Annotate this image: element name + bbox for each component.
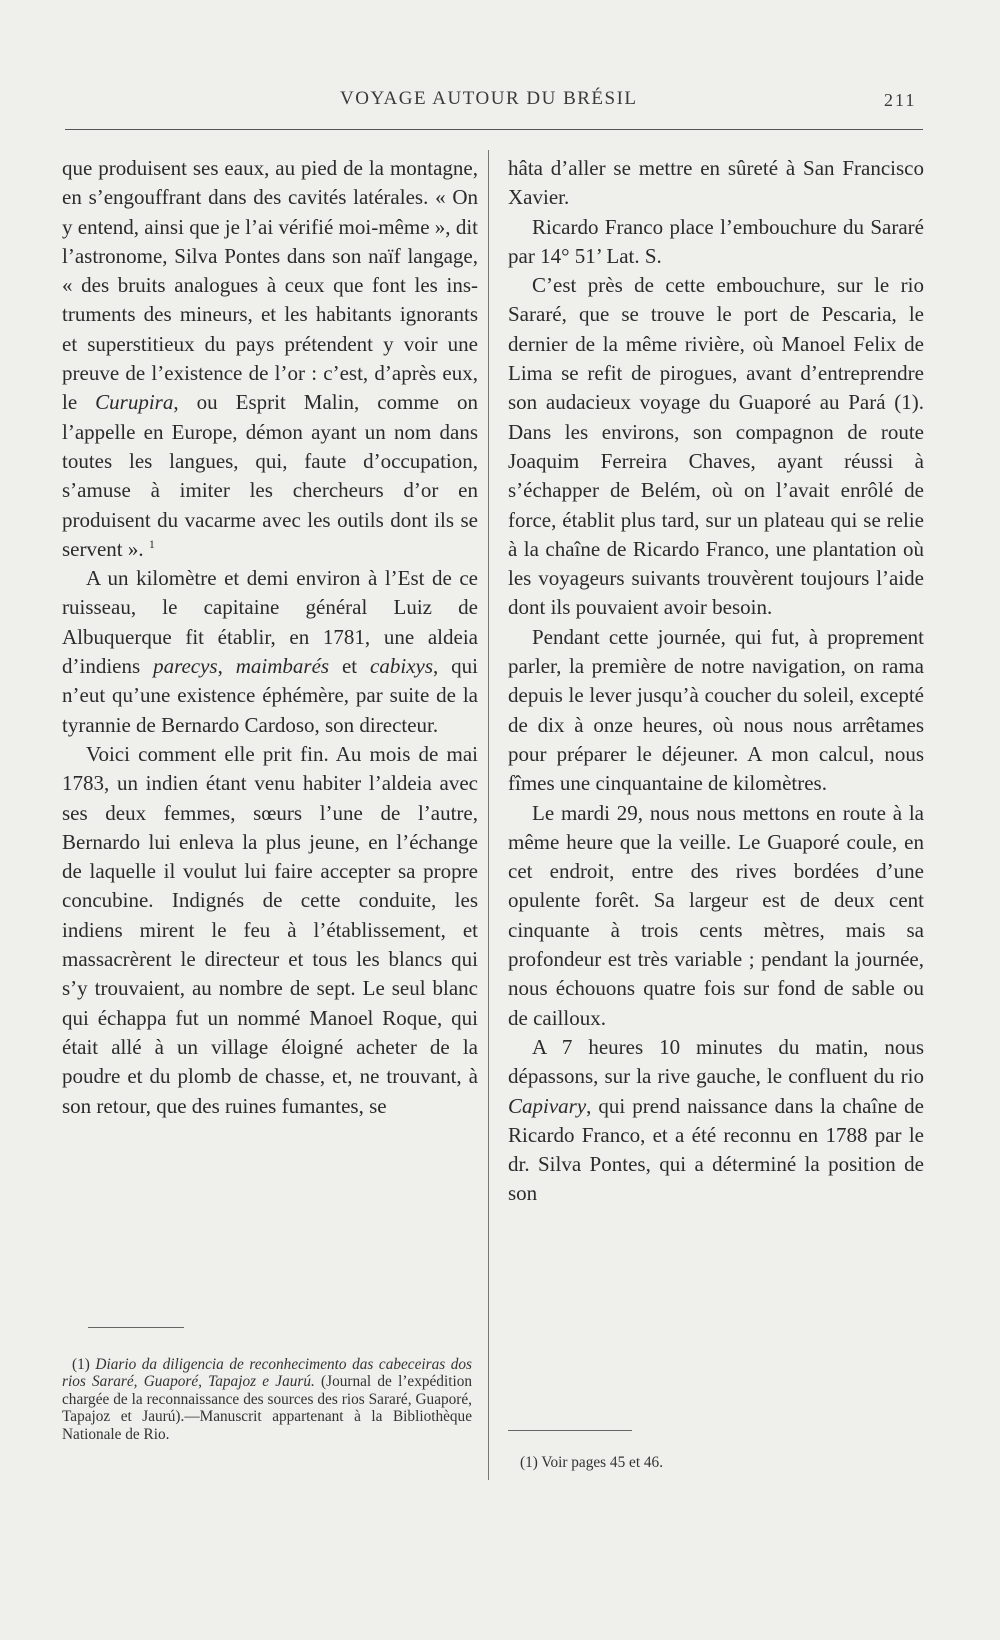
header-rule [65,129,923,130]
footnote: (1) Voir pages 45 et 46. [520,1454,664,1471]
running-head [0,88,1000,118]
paragraph: Le mardi 29, nous nous mettons en route à la même heure que la veille. Le Guaporé coule, en cet endroit, entre des rives bordées d’une opulente forêt. Sa largeur est de deux cent cinquante à trois cents mètres, mais sa profondeur est très variable ; pendant la journée, nous échouons quatre fois sur fond de sable ou de cailloux. [508,800,924,1030]
footnote: (1) Diario da diligencia de reconhecimento das cabeceiras dos rios Sararé, Guaporé, Tapajoz e Jaurú. (Journal de l’expédition chargée de la reconnaissance des sources des rios Sararé, Guaporé, Tapajoz et Jaurú).—Manuscrit appartenant à la Bibliothèque Nationale de Rio. [62,1356,472,1443]
paragraph: Pendant cette journée, qui fut, à proprement parler, la première de notre navigation, on rama depuis le lever jusqu’à coucher du soleil, excepté de dix à onze heures, où nous nous arrêtames pour préparer le déjeuner. A mon calcul, nous fîmes une cinquantaine de kilomètres. [508,624,924,796]
italic-term: maimbarés [235,654,330,679]
running-title: VOYAGE AUTOUR DU BRÉSIL [340,88,638,109]
paragraph: A un kilomètre et demi environ à l’Est de ce ruisseau, le capitaine général Luiz de Albuquerque fit établir, en 1781, une aldeia d’indiens parecys, maimbarés et cabixys, qui n’eut qu’une existence éphémère, par suite de la tyrannie de Bernardo Cardoso, son directeur. [62,566,479,737]
italic-term: cabixys [370,654,434,679]
left-column [62,154,478,1121]
right-column [508,154,924,1209]
italic-term: parecys [153,654,218,679]
paragraph: hâta d’aller se mettre en sûreté à San Francisco Xavier. [508,156,924,210]
paragraph: que produisent ses eaux, au pied de la montagne, en s’engouffrant dans des cavités latérales. « On y entend, ainsi que je l’ai vérifié moi-même », dit l’astronome, Silva Pontes dans son naïf langage, « des bruits analogues à ceux que font les instruments des mineurs, et les habitants ignorants et superstitieux du pays prétendent y voir une preuve de l’existence de l’or : c’est, d’après eux, le Curupira, ou Esprit Malin, comme on l’appelle en Europe, démon ayant un nom dans toutes les langues, qui, faute d’occupation, s’amuse à imiter les chercheurs d’or en produisent du vacarme avec les outils dont ils se servent ». $^1$ [62,156,479,561]
footnote-rule [508,1430,632,1431]
footnote-reference[interactable]: 1 [148,536,155,551]
page-number: 211 [884,90,917,110]
italic-term: Curupira [95,390,174,415]
footnote-source-title: Diario da diligencia de reconhecimento das cabeceiras dos rios Sararé, Guaporé, Tapajoz e Jaurú. [62,1356,472,1391]
paragraph: A 7 heures 10 minutes du matin, nous dépassons, sur la rive gauche, le confluent du rio Capivary, qui prend naissance dans la chaîne de Ricardo Franco, et a été reconnu en 1788 par le dr. Silva Pontes, qui a déterminé la position de son [508,1034,924,1206]
footnote-rule [88,1327,184,1328]
paragraph: C’est près de cette embouchure, sur le rio Sararé, que se trouve le port de Pescaria, le dernier de la même rivière, où Manoel Felix de Lima se refit de pirogues, avant d’entreprendre son audacieux voyage du Guaporé au Pará (1). Dans les environs, son compagnon de route Joaquim Ferreira Chaves, ayant réussi à s’échapper de Belém, où on l’avait enrôlé de force, établit plus tard, sur un plateau qui se relie à la chaîne de Ricardo Franco, une plantation où les voyageurs suivants trouvèrent toujours l’aide dont ils pouvaient avoir besoin. [508,273,924,620]
paragraph: Voici comment elle prit fin. Au mois de mai 1783, un indien étant venu habiter l’aldeia avec ses deux femmes, sœurs l’une de l’autre, Bernardo lui enleva la plus jeune, en l’échange de laquelle il voulut lui faire accepter sa propre concubine. Indignés de cette conduite, les indiens mirent le feu à l’établissement, et massacrèrent le directeur et tous les blancs qui s’y trouvaient, au nombre de sept. Le seul blanc qui échappa fut un nommé Manoel Roque, qui était allé à un village éloigné acheter de la poudre et du plomb de chasse, et, ne trouvant, à son retour, que des ruines fumantes, se [62,741,478,1118]
italic-term: Capivary [508,1093,587,1118]
column-divider [488,150,489,1480]
paragraph: Ricardo Franco place l’embouchure du Sararé par 14° 51’ Lat. S. [508,214,924,268]
